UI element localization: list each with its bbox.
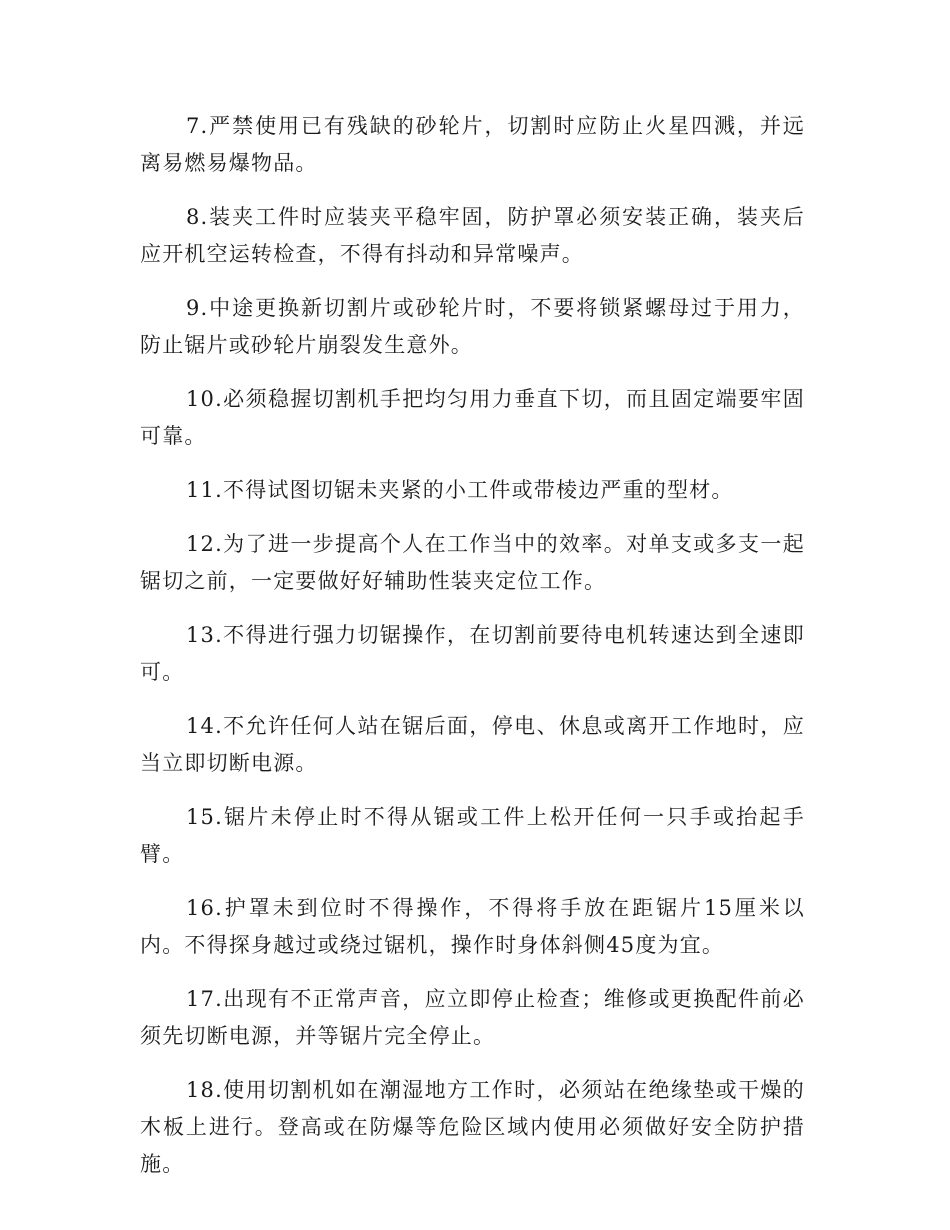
paragraph-item-8: 8.装夹工件时应装夹平稳牢固，防护罩必须安装正确，装夹后应开机空运转检查，不得有抖动和异常噪声。: [140, 205, 805, 266]
paragraph-item-11: 11.不得试图切锯未夹紧的小工件或带棱边严重的型材。: [186, 478, 734, 502]
paragraph-item-7: 7.严禁使用已有残缺的砂轮片，切割时应防止火星四溅，并远离易燃易爆物品。: [140, 114, 805, 175]
paragraph-item-18: 18.使用切割机如在潮湿地方工作时，必须站在绝缘垫或干燥的木板上进行。登高或在防爆等危险区域内使用必须做好安全防护措施。: [140, 1078, 805, 1176]
paragraph-item-15: 15.锯片未停止时不得从锯或工件上松开任何一只手或抬起手臂。: [140, 805, 805, 866]
paragraph-item-16: 16.护罩未到位时不得操作，不得将手放在距锯片15厘米以内。不得探身越过或绕过锯机，操作时身体斜侧45度为宜。: [140, 896, 805, 957]
paragraph-item-13: 13.不得进行强力切锯操作，在切割前要待电机转速达到全速即可。: [140, 623, 805, 684]
paragraph-item-9: 9.中途更换新切割片或砂轮片时，不要将锁紧螺母过于用力，防止锯片或砂轮片崩裂发生意外。: [140, 296, 805, 357]
document-body: [140, 108, 805, 1200]
paragraph-item-14: 14.不允许任何人站在锯后面，停电、休息或离开工作地时，应当立即切断电源。: [140, 714, 805, 775]
paragraph-item-12: 12.为了进一步提高个人在工作当中的效率。对单支或多支一起锯切之前，一定要做好好辅助性装夹定位工作。: [140, 532, 805, 593]
paragraph-item-17: 17.出现有不正常声音，应立即停止检查；维修或更换配件前必须先切断电源，并等锯片完全停止。: [140, 987, 805, 1048]
paragraph-item-10: 10.必须稳握切割机手把均匀用力垂直下切，而且固定端要牢固可靠。: [140, 387, 805, 448]
